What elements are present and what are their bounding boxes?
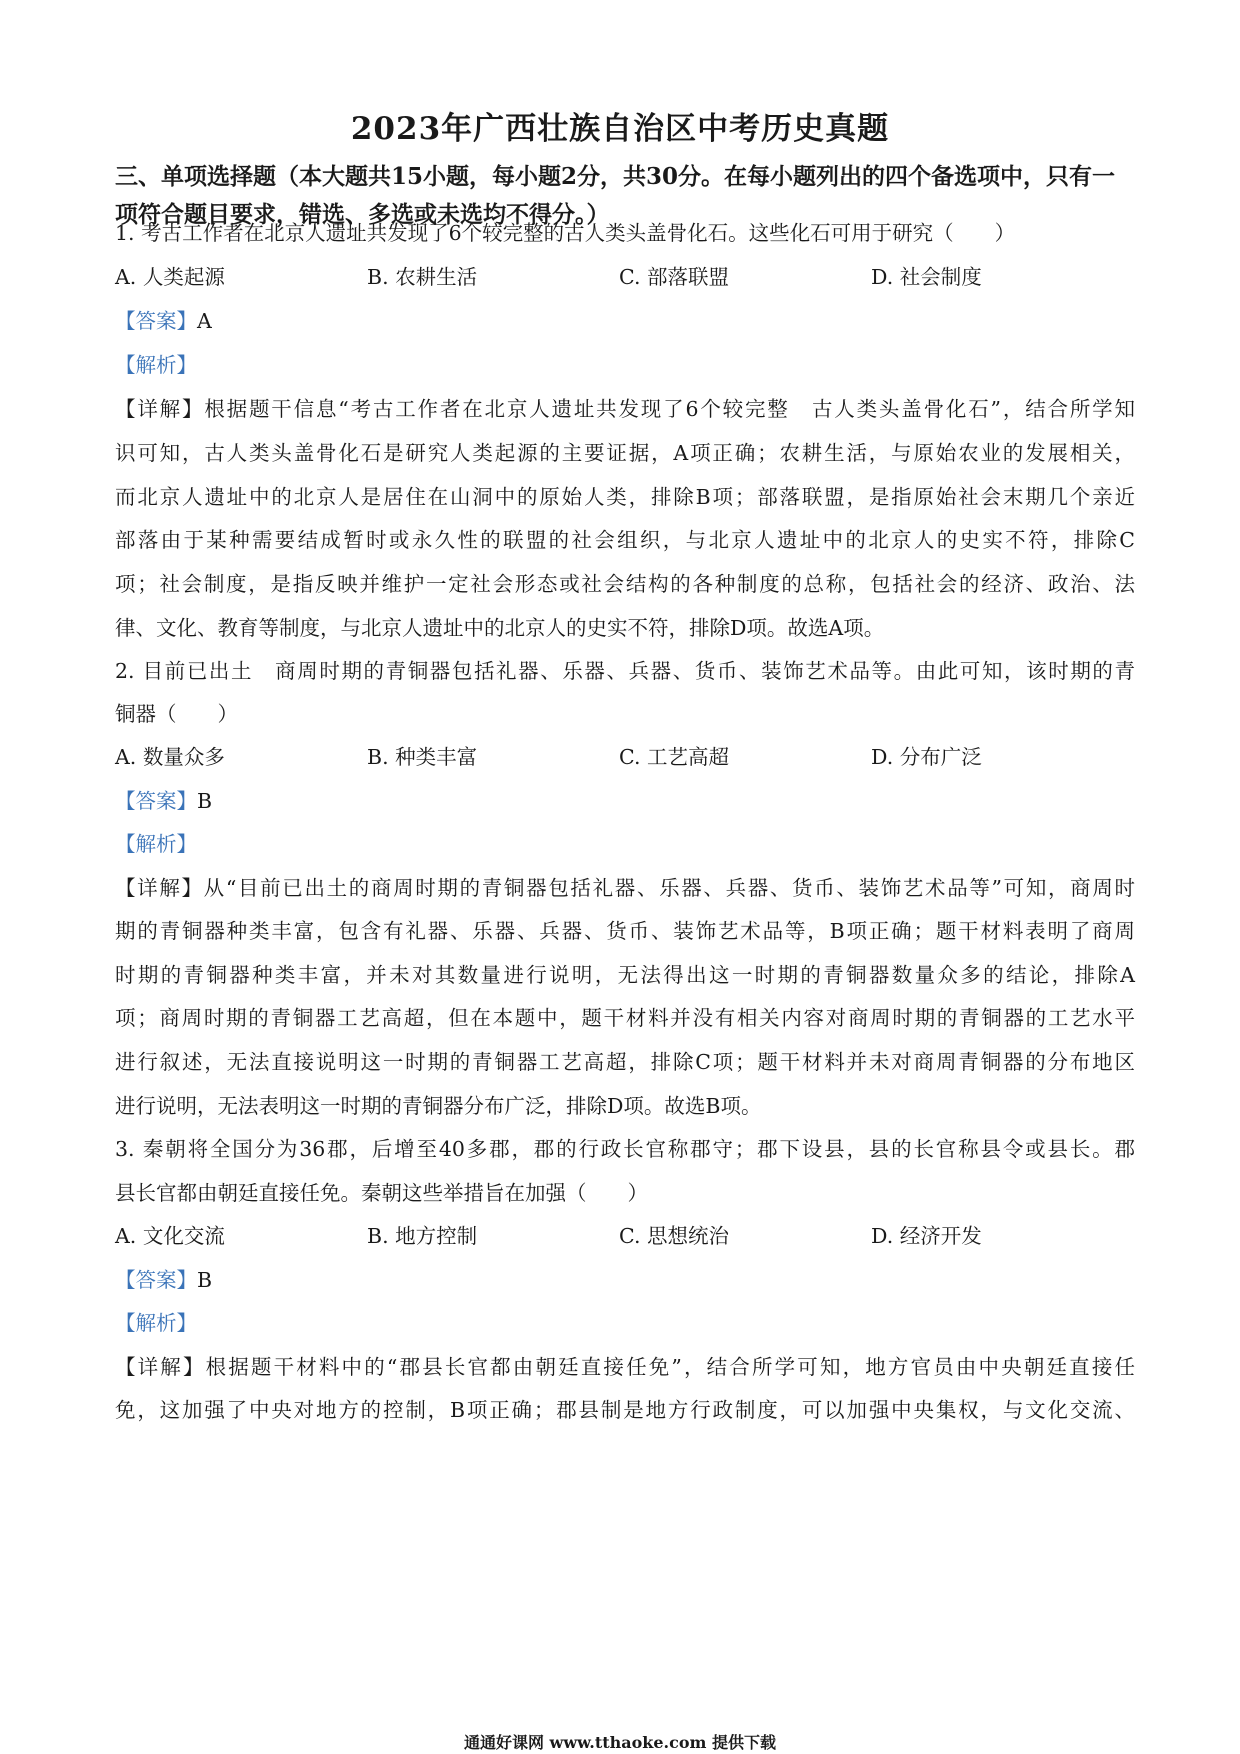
question-3-analysis <box>115 1309 1135 1337</box>
question-3-detail-line: 【详解】根据题干材料中的“郡县长官都由朝廷直接任免”，结合所学可知，地方官员由中央朝廷直接任 <box>115 1355 1135 1379</box>
question-2-answer <box>115 787 1135 815</box>
analysis-tag: 【解析】 <box>115 353 197 377</box>
section-heading: 三、单项选择题（本大题共15小题，每小题2分，共30分。在每小题列出的四个备选项中，只有一项符合题目要求，错选、多选或未选均不得分。） <box>115 163 1116 228</box>
question-2-option-d: D. 分布广泛 <box>871 745 982 769</box>
page-footer: 通通好课网 www.tthaoke.com 提供下载 <box>463 1733 777 1752</box>
question-2-detail-line: 时期的青铜器种类丰富，并未对其数量进行说明，无法得出这一时期的青铜器数量众多的结论，排除A <box>115 963 1135 987</box>
question-3-detail-line: 免，这加强了中央对地方的控制，B项正确；郡县制是地方行政制度，可以加强中央集权，与文化交流、 <box>115 1398 1135 1422</box>
answer-tag: 【答案】 <box>115 789 197 813</box>
question-2-detail-line: 【详解】从“目前已出土的商周时期的青铜器包括礼器、乐器、兵器、货币、装饰艺术品等”可知，商周时 <box>115 876 1135 900</box>
question-1-detail-line: 部落由于某种需要结成暂时或永久性的联盟的社会组织，与北京人遗址中的北京人的史实不符，排除C <box>115 528 1135 552</box>
answer-value: B <box>197 1268 213 1292</box>
question-1-option-c: C. 部落联盟 <box>619 265 729 289</box>
question-3-stem: 县长官都由朝廷直接任免。秦朝这些举措旨在加强（ ） <box>115 1181 648 1205</box>
question-3-answer <box>115 1266 1135 1294</box>
question-1-detail-line: 项；社会制度，是指反映并维护一定社会形态或社会结构的各种制度的总称，包括社会的经济、政治、法 <box>115 572 1135 596</box>
detail-tag: 【详解】 <box>115 397 205 421</box>
question-1-detail-line: 律、文化、教育等制度，与北京人遗址中的北京人的史实不符，排除D项。故选A项。 <box>115 616 885 640</box>
answer-tag: 【答案】 <box>115 309 197 333</box>
question-3-stem: 3. 秦朝将全国分为36郡，后增至40多郡，郡的行政长官称郡守；郡下设县，县的长官称县令或县长。郡 <box>115 1137 1135 1161</box>
question-1-option-d: D. 社会制度 <box>871 265 982 289</box>
question-2-option-a: A. 数量众多 <box>115 745 225 769</box>
question-1-analysis <box>115 351 1135 379</box>
question-1-stem: 1. 考古工作者在北京人遗址共发现了6个较完整的古人类头盖骨化石。这些化石可用于研究（ ） <box>115 221 1016 245</box>
question-2-detail-line: 项；商周时期的青铜器工艺高超，但在本题中，题干材料并没有相关内容对商周时期的青铜器的工艺水平 <box>115 1006 1135 1030</box>
analysis-tag: 【解析】 <box>115 832 197 856</box>
question-1-option-b: B. 农耕生活 <box>367 265 478 289</box>
answer-value: B <box>197 789 213 813</box>
question-1-option-a: A. 人类起源 <box>115 265 225 289</box>
answer-tag: 【答案】 <box>115 1268 197 1292</box>
question-2-option-c: C. 工艺高超 <box>619 745 729 769</box>
question-3-option-b: B. 地方控制 <box>367 1224 478 1248</box>
question-2-stem: 铜器（ ） <box>115 702 238 726</box>
question-2-option-b: B. 种类丰富 <box>367 745 478 769</box>
question-2-detail-line: 进行说明，无法表明这一时期的青铜器分布广泛，排除D项。故选B项。 <box>115 1094 762 1118</box>
question-1-detail-line: 【详解】根据题干信息“考古工作者在北京人遗址共发现了6个较完整 古人类头盖骨化石”，结合所学知 <box>115 397 1135 421</box>
answer-value: A <box>197 309 212 333</box>
detail-tag: 【详解】 <box>115 876 204 900</box>
analysis-tag: 【解析】 <box>115 1311 197 1335</box>
question-1-detail-line: 识可知，古人类头盖骨化石是研究人类起源的主要证据，A项正确；农耕生活，与原始农业的发展相关， <box>115 441 1135 465</box>
question-2-detail-line: 进行叙述，无法直接说明这一时期的青铜器工艺高超，排除C项；题干材料并未对商周青铜器的分布地区 <box>115 1050 1135 1074</box>
page-title: 2023年广西壮族自治区中考历史真题 <box>350 111 890 147</box>
question-1-detail-line: 而北京人遗址中的北京人是居住在山洞中的原始人类，排除B项；部落联盟，是指原始社会末期几个亲近 <box>115 485 1135 509</box>
question-3-option-c: C. 思想统治 <box>619 1224 729 1248</box>
question-2-detail-line: 期的青铜器种类丰富，包含有礼器、乐器、兵器、货币、装饰艺术品等，B项正确；题干材料表明了商周 <box>115 919 1135 943</box>
question-2-stem: 2. 目前已出土 商周时期的青铜器包括礼器、乐器、兵器、货币、装饰艺术品等。由此可知，该时期的青 <box>115 659 1135 683</box>
question-1-answer <box>115 307 1135 335</box>
detail-tag: 【详解】 <box>115 1355 206 1379</box>
question-3-option-d: D. 经济开发 <box>871 1224 982 1248</box>
question-3-option-a: A. 文化交流 <box>115 1224 225 1248</box>
question-2-analysis <box>115 830 1135 858</box>
